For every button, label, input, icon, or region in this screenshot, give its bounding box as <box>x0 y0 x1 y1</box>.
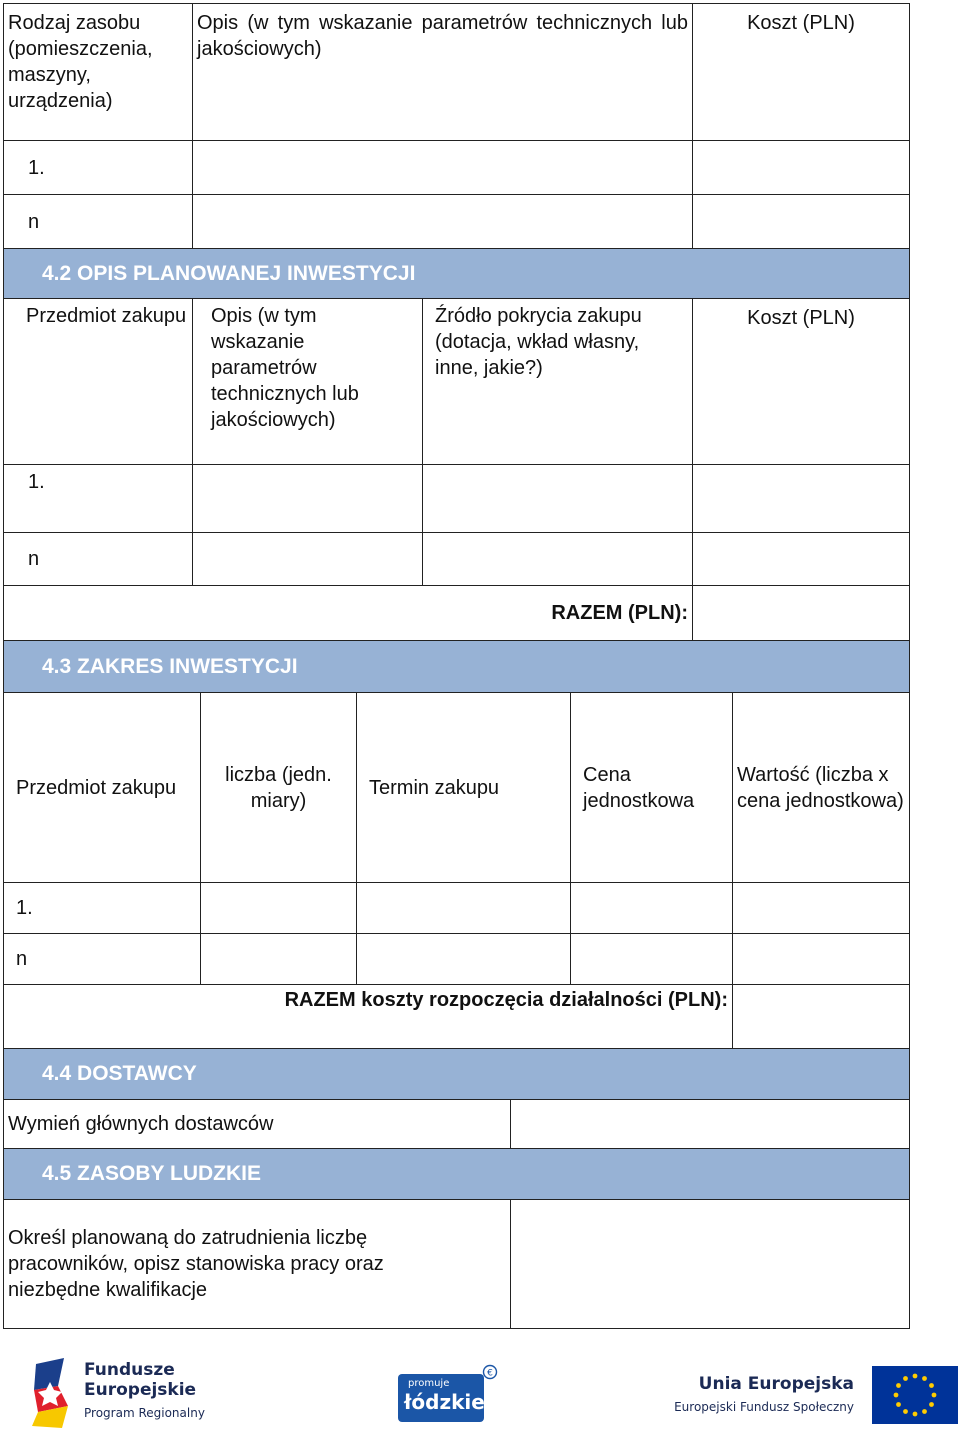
investment-scope-table <box>3 640 910 1049</box>
eu-title: Unia Europejska <box>698 1374 854 1394</box>
description-cell[interactable] <box>193 195 693 249</box>
value-cell[interactable] <box>733 934 910 985</box>
row-number: 1. <box>4 465 193 533</box>
footer-logos <box>0 1350 960 1435</box>
fe-subtitle: Program Regionalny <box>84 1406 205 1420</box>
row-number: n <box>4 195 193 249</box>
section-title: 4.4 DOSTAWCY <box>4 1049 910 1100</box>
header-cost: Koszt (PLN) <box>693 4 910 141</box>
fundusze-europejskie-logo <box>28 1354 228 1432</box>
section-title: 4.5 ZASOBY LUDZKIE <box>4 1149 910 1200</box>
total-label: RAZEM koszty rozpoczęcia działalności (PLN): <box>4 985 733 1049</box>
cost-cell[interactable] <box>693 533 910 586</box>
suppliers-label: Wymień głównych dostawców <box>4 1100 511 1149</box>
total-label: RAZEM (PLN): <box>4 586 693 641</box>
row-number: 1. <box>4 141 193 195</box>
description-cell[interactable] <box>193 533 423 586</box>
human-resources-table <box>3 1148 910 1329</box>
fe-title-line2: Europejskie <box>84 1380 197 1400</box>
fe-title-line1: Fundusze <box>84 1360 175 1380</box>
header-cost: Koszt (PLN) <box>693 299 910 465</box>
cost-cell[interactable] <box>693 141 910 195</box>
row-number: n <box>4 533 193 586</box>
planned-investment-table <box>3 248 910 641</box>
header-item: Przedmiot zakupu <box>4 299 193 465</box>
unia-europejska-logo <box>670 1366 960 1426</box>
purchase-date-cell[interactable] <box>357 934 571 985</box>
euro-sign-icon <box>482 1364 498 1380</box>
eu-subtitle: Europejski Fundusz Społeczny <box>674 1400 854 1414</box>
header-quantity: liczba (jedn. miary) <box>201 693 357 883</box>
cost-cell[interactable] <box>693 195 910 249</box>
source-cell[interactable] <box>423 465 693 533</box>
row-number: n <box>4 934 201 985</box>
total-cost-cell[interactable] <box>693 586 910 641</box>
lodzkie-main-text: łódzkie <box>404 1390 485 1414</box>
header-description: Opis (w tym wskazanie parametrów technicznych lub jakościowych) <box>193 299 423 465</box>
quantity-cell[interactable] <box>201 883 357 934</box>
lodzkie-top-text: promuje <box>408 1378 450 1389</box>
cost-cell[interactable] <box>693 465 910 533</box>
unit-price-cell[interactable] <box>571 883 733 934</box>
header-resource-type: Rodzaj zasobu (pomieszczenia, maszyny, urządzenia) <box>4 4 193 141</box>
header-source: Źródło pokrycia zakupu (dotacja, wkład własny, inne, jakie?) <box>423 299 693 465</box>
human-resources-label: Określ planowaną do zatrudnienia liczbę pracowników, opisz stanowiska pracy oraz niezbędne kwalifikacje <box>4 1200 511 1329</box>
fe-star-icon <box>28 1354 74 1430</box>
svg-text:€: € <box>487 1368 493 1379</box>
row-number: 1. <box>4 883 201 934</box>
header-value: Wartość (liczba x cena jednostkowa) <box>733 693 910 883</box>
section-title: 4.2 OPIS PLANOWANEJ INWESTYCJI <box>4 249 910 299</box>
description-cell[interactable] <box>193 465 423 533</box>
header-unit-price: Cena jednostkowa <box>571 693 733 883</box>
total-value-cell[interactable] <box>733 985 910 1049</box>
eu-flag-icon <box>872 1366 958 1424</box>
quantity-cell[interactable] <box>201 934 357 985</box>
suppliers-input-cell[interactable] <box>511 1100 910 1149</box>
header-description: Opis (w tym wskazanie parametrów technicznych lub jakościowych) <box>193 4 693 141</box>
header-item: Przedmiot zakupu <box>4 693 201 883</box>
resources-table <box>3 3 910 249</box>
value-cell[interactable] <box>733 883 910 934</box>
unit-price-cell[interactable] <box>571 934 733 985</box>
suppliers-table <box>3 1048 910 1149</box>
source-cell[interactable] <box>423 533 693 586</box>
lodzkie-logo <box>398 1364 498 1428</box>
description-cell[interactable] <box>193 141 693 195</box>
purchase-date-cell[interactable] <box>357 883 571 934</box>
header-purchase-date: Termin zakupu <box>357 693 571 883</box>
section-title: 4.3 ZAKRES INWESTYCJI <box>4 641 910 693</box>
human-resources-input-cell[interactable] <box>511 1200 910 1329</box>
